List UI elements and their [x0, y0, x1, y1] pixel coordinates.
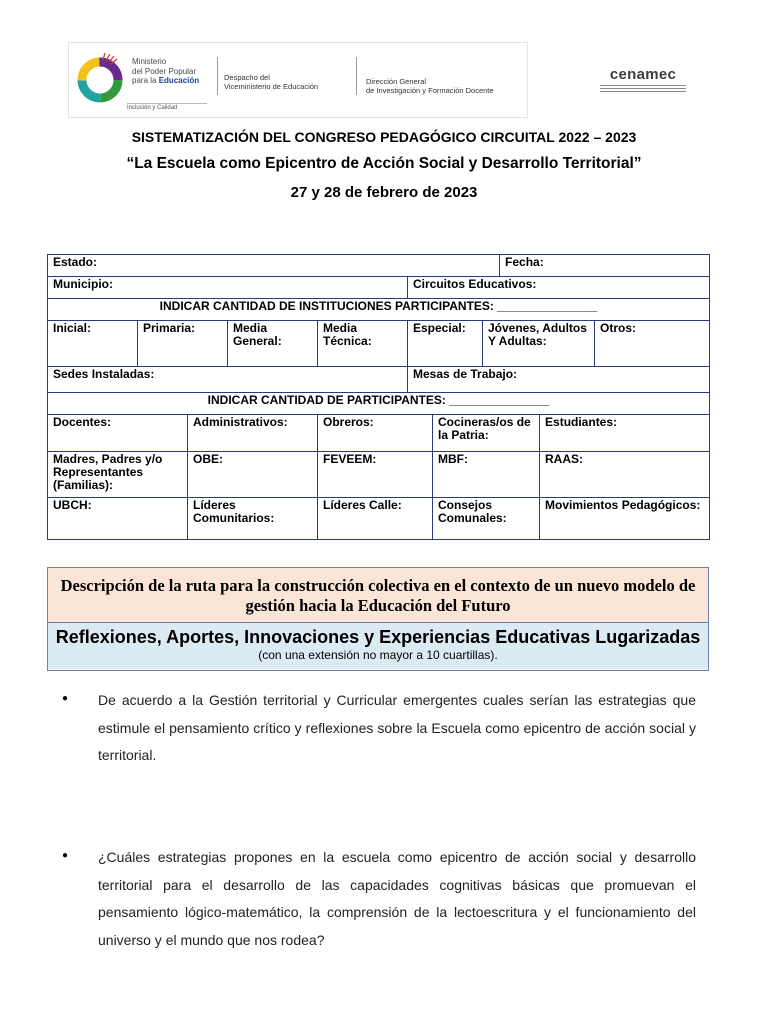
ministry-logo-banner: [68, 42, 528, 118]
bullet-icon: ●: [62, 693, 69, 704]
ministry-tagline: Inclusión y Calidad: [127, 103, 207, 111]
document-subtitle: “La Escuela como Epicentro de Acción Social y Desarrollo Territorial”: [126, 155, 642, 172]
table-row: [48, 498, 710, 540]
table-row: [48, 415, 710, 452]
table-row: [48, 255, 710, 277]
ministry-line-3: [132, 76, 222, 86]
cenamec-logo: [595, 66, 691, 92]
header-divider: [217, 57, 218, 95]
estudiantes-field[interactable]: Estudiantes:: [540, 415, 710, 452]
mesas-field[interactable]: Mesas de Trabajo:: [408, 367, 710, 393]
estado-field[interactable]: Estado:: [48, 255, 500, 277]
lideres-calle-field[interactable]: Líderes Calle:: [318, 498, 433, 540]
despacho-label: [224, 73, 354, 91]
bullet-icon: ●: [62, 850, 69, 861]
otros-field[interactable]: Otros:: [595, 321, 710, 367]
especial-field[interactable]: Especial:: [408, 321, 483, 367]
despacho-line-2: Viceministerio de Educación: [224, 82, 319, 91]
header-divider: [356, 57, 357, 95]
obreros-field[interactable]: Obreros:: [318, 415, 433, 452]
madres-padres-field[interactable]: Madres, Padres y/o Representantes (Familias):: [48, 452, 188, 498]
question-2: ¿Cuáles estrategias propones en la escuela como epicentro de acción social y desarrollo territorial para el desarrollo de las capacidades cognitivas básicas que promuevan el pensamiento lógico-matemático, la comprensión de la lectoescritura y el funcionamiento del universo y el mundo que nos rodea?: [98, 849, 696, 948]
participation-form-table: [47, 254, 710, 540]
ministry-line-2: del Poder Popular: [132, 66, 197, 76]
table-row: [48, 277, 710, 299]
participantes-heading: INDICAR CANTIDAD DE PARTICIPANTES: _______________: [48, 393, 710, 415]
instituciones-heading: INDICAR CANTIDAD DE INSTITUCIONES PARTICIPANTES: _______________: [48, 299, 710, 321]
ministry-name: [132, 57, 222, 86]
cenamec-subtitle-lines: [600, 85, 686, 92]
table-row: [48, 393, 710, 415]
ministry-ring-logo-icon: [73, 51, 127, 105]
question-1: De acuerdo a la Gestión territorial y Curricular emergentes cuales serían las estrategias que estimule el pensamiento crítico y reflexiones sobre la Escuela como epicentro de acción social y territorial.: [98, 692, 696, 763]
description-box: [47, 567, 709, 671]
municipio-field[interactable]: Municipio:: [48, 277, 408, 299]
description-subsection: [48, 623, 708, 669]
table-row: [48, 299, 710, 321]
inicial-field[interactable]: Inicial:: [48, 321, 138, 367]
primaria-field[interactable]: Primaria:: [138, 321, 228, 367]
ministry-emphasis: Educación: [158, 76, 200, 85]
table-row: [48, 452, 710, 498]
direccion-label: [366, 77, 526, 95]
cocineras-field[interactable]: Cocineras/os de la Patria:: [433, 415, 540, 452]
direccion-line-1: Dirección General: [366, 77, 427, 86]
table-row: [48, 367, 710, 393]
cenamec-wordmark: cenamec: [609, 66, 677, 83]
mbf-field[interactable]: MBF:: [433, 452, 540, 498]
circuitos-field[interactable]: Circuitos Educativos:: [408, 277, 710, 299]
administrativos-field[interactable]: Administrativos:: [188, 415, 318, 452]
consejos-comunales-field[interactable]: Consejos Comunales:: [433, 498, 540, 540]
direccion-line-2: de Investigación y Formación Docente: [366, 86, 494, 95]
despacho-line-1: Despacho del: [224, 73, 270, 82]
raas-field[interactable]: RAAS:: [540, 452, 710, 498]
ministry-line-1: Ministerio: [132, 57, 167, 66]
document-header: [68, 42, 708, 118]
jovenes-adultos-field[interactable]: Jóvenes, Adultos Y Adultas:: [483, 321, 595, 367]
table-row: [48, 321, 710, 367]
media-tecnica-field[interactable]: Media Técnica:: [318, 321, 408, 367]
sedes-field[interactable]: Sedes Instaladas:: [48, 367, 408, 393]
feveem-field[interactable]: FEVEEM:: [318, 452, 433, 498]
movimientos-pedagogicos-field[interactable]: Movimientos Pedagógicos:: [540, 498, 710, 540]
description-note: (con una extensión no mayor a 10 cuartillas).: [258, 648, 498, 662]
docentes-field[interactable]: Docentes:: [48, 415, 188, 452]
media-general-field[interactable]: Media General:: [228, 321, 318, 367]
fecha-field[interactable]: Fecha:: [500, 255, 710, 277]
document-title: SISTEMATIZACIÓN DEL CONGRESO PEDAGÓGICO CIRCUITAL 2022 – 2023: [131, 129, 637, 145]
ministry-line-3-prefix: para la: [132, 76, 157, 85]
ubch-field[interactable]: UBCH:: [48, 498, 188, 540]
description-heading: Reflexiones, Aportes, Innovaciones y Experiencias Educativas Lugarizadas: [55, 627, 701, 647]
obe-field[interactable]: OBE:: [188, 452, 318, 498]
description-title: Descripción de la ruta para la construcción colectiva en el contexto de un nuevo modelo de gestión hacia la Educación del Futuro: [48, 568, 708, 623]
document-date: 27 y 28 de febrero de 2023: [290, 184, 478, 201]
lideres-comunitarios-field[interactable]: Líderes Comunitarios:: [188, 498, 318, 540]
